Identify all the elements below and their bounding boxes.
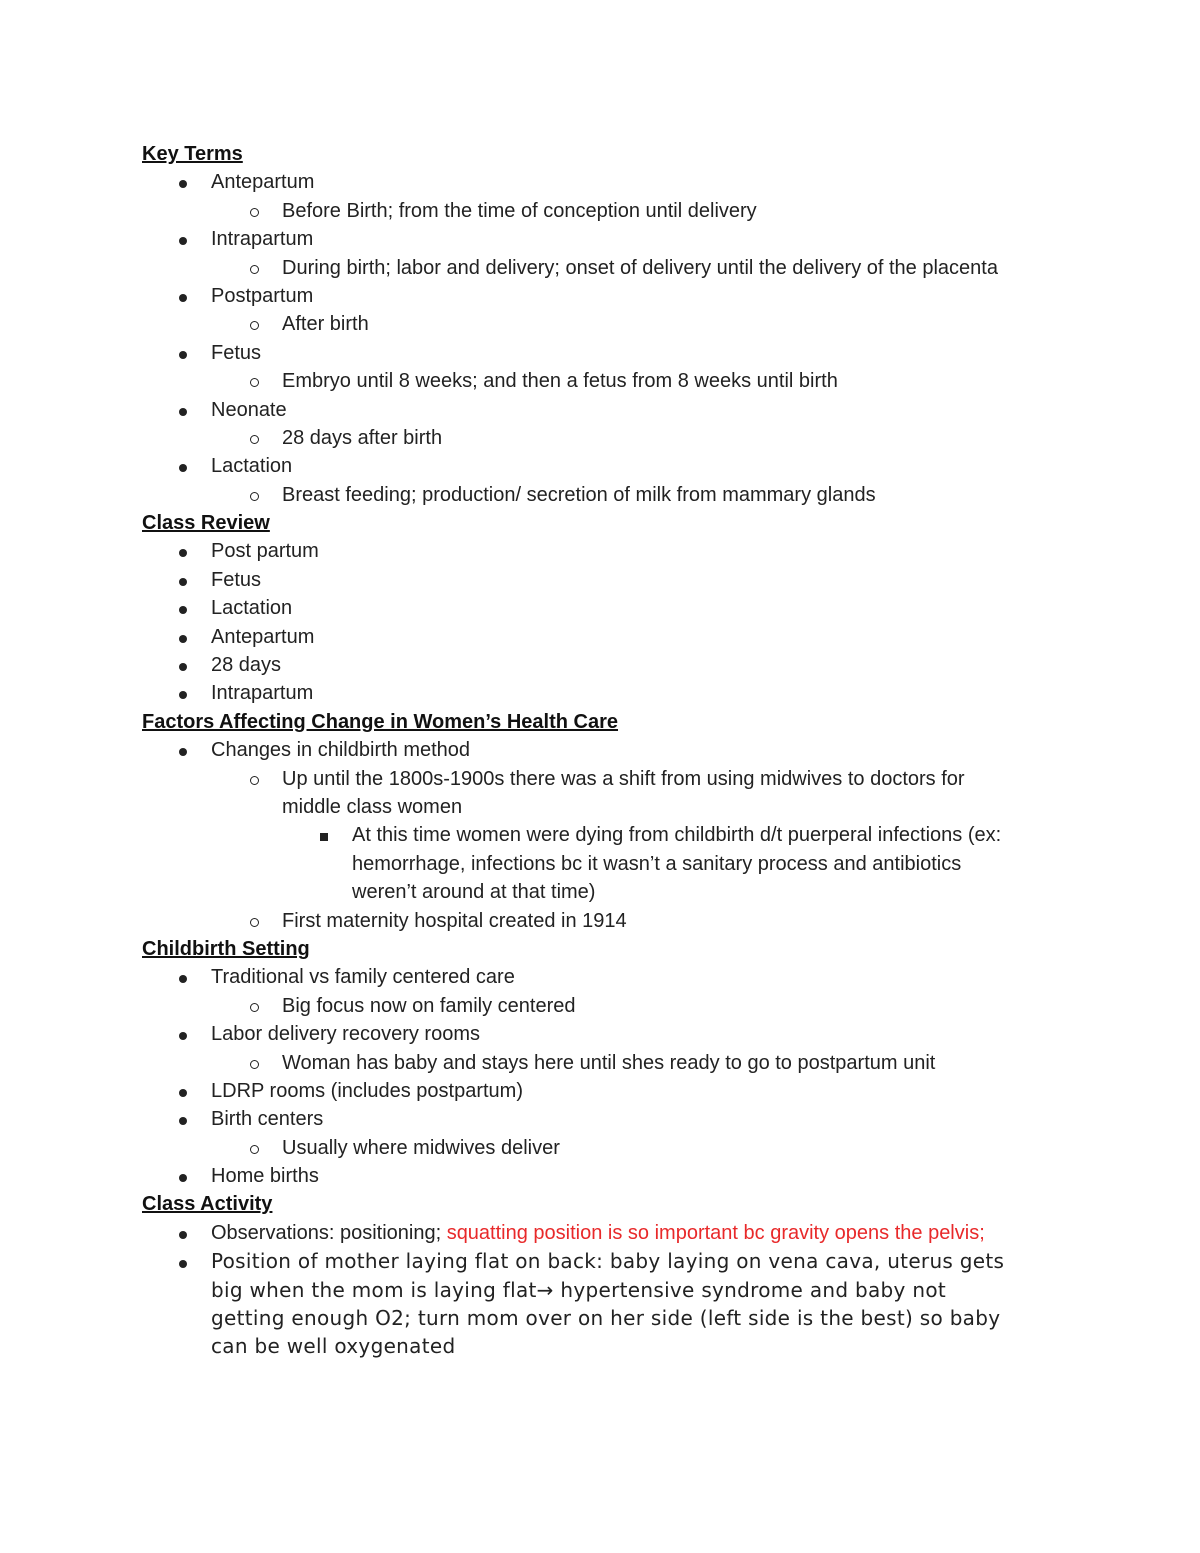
list-item: Lactation (142, 594, 1072, 622)
list-item: Antepartum (142, 623, 1072, 651)
circle-bullet-icon (250, 492, 259, 501)
list-item: Postpartum (142, 282, 1072, 310)
list-item: 28 days (142, 651, 1072, 679)
bullet-icon (179, 748, 187, 756)
list-item: Labor delivery recovery rooms (142, 1020, 1072, 1048)
circle-bullet-icon (250, 208, 259, 217)
list-item: Post partum (142, 537, 1072, 565)
list-item: Fetus (142, 339, 1072, 367)
list-item: Fetus (142, 566, 1072, 594)
list-item: Observations: positioning; squatting position is so important bc gravity opens the pelvis; (142, 1219, 1072, 1247)
list-item: Up until the 1800s-1900s there was a shift from using midwives to doctors for (142, 765, 1072, 793)
list-item: Home births (142, 1162, 1072, 1190)
bullet-icon (179, 606, 187, 614)
circle-bullet-icon (250, 1003, 259, 1012)
list-item: 28 days after birth (142, 424, 1072, 452)
heading-factors: Factors Affecting Change in Women’s Health Care (142, 710, 619, 733)
heading-childbirth-setting: Childbirth Setting (142, 937, 310, 960)
notes-content (142, 140, 1072, 1361)
list-item: Usually where midwives deliver (142, 1134, 1072, 1162)
list-item: At this time women were dying from childbirth d/t puerperal infections (ex: (142, 821, 1072, 849)
list-item: Antepartum (142, 168, 1072, 196)
list-item-continuation: big when the mom is laying flat→ hypertensive syndrome and baby not (211, 1277, 946, 1302)
list-item: Big focus now on family centered (142, 992, 1072, 1020)
heading-key-terms: Key Terms (142, 143, 243, 165)
bullet-icon (179, 237, 187, 245)
list-item: Woman has baby and stays here until shes ready to go to postpartum unit (142, 1049, 1072, 1077)
list-item-continuation: can be well oxygenated (211, 1334, 456, 1359)
circle-bullet-icon (250, 776, 259, 785)
circle-bullet-icon (250, 378, 259, 387)
list-item: Intrapartum (142, 679, 1072, 707)
bullet-icon (179, 975, 187, 983)
list-item: Breast feeding; production/ secretion of milk from mammary glands (142, 481, 1072, 509)
heading-class-activity: Class Activity (142, 1193, 273, 1216)
highlighted-note: squatting position is so important bc gravity opens the pelvis; (446, 1221, 985, 1244)
list-item: First maternity hospital created in 1914 (142, 907, 1072, 935)
circle-bullet-icon (250, 918, 259, 927)
bullet-icon (179, 578, 187, 586)
list-item: Embryo until 8 weeks; and then a fetus from 8 weeks until birth (142, 367, 1072, 395)
list-item: During birth; labor and delivery; onset of delivery until the delivery of the placenta (142, 254, 1072, 282)
bullet-icon (179, 408, 187, 416)
circle-bullet-icon (250, 1060, 259, 1069)
circle-bullet-icon (250, 1145, 259, 1154)
bullet-icon (179, 1089, 187, 1097)
square-bullet-icon (320, 833, 328, 841)
list-item-continuation: middle class women (282, 795, 463, 818)
list-item: Neonate (142, 396, 1072, 424)
list-item-continuation: getting enough O2; turn mom over on her side (left side is the best) so baby (211, 1306, 1001, 1331)
heading-class-review: Class Review (142, 512, 270, 535)
bullet-icon (179, 691, 187, 699)
list-item: Lactation (142, 452, 1072, 480)
list-item: LDRP rooms (includes postpartum) (142, 1077, 1072, 1105)
list-item: Birth centers (142, 1105, 1072, 1133)
list-item-continuation: hemorrhage, infections bc it wasn’t a sanitary process and antibiotics (352, 852, 962, 875)
bullet-icon (179, 1260, 187, 1268)
circle-bullet-icon (250, 265, 259, 274)
bullet-icon (179, 549, 187, 557)
circle-bullet-icon (250, 321, 259, 330)
bullet-icon (179, 180, 187, 188)
bullet-icon (179, 464, 187, 472)
list-item-continuation: weren’t around at that time) (352, 881, 596, 904)
bullet-icon (179, 663, 187, 671)
bullet-icon (179, 351, 187, 359)
list-item: Before Birth; from the time of conception until delivery (142, 197, 1072, 225)
list-item: After birth (142, 310, 1072, 338)
list-item: Intrapartum (142, 225, 1072, 253)
bullet-icon (179, 635, 187, 643)
bullet-icon (179, 1117, 187, 1125)
bullet-icon (179, 1032, 187, 1040)
list-item: Changes in childbirth method (142, 736, 1072, 764)
bullet-icon (179, 294, 187, 302)
bullet-icon (179, 1174, 187, 1182)
list-item: Position of mother laying flat on back: baby laying on vena cava, uterus gets (142, 1247, 1072, 1275)
bullet-icon (179, 1231, 187, 1239)
circle-bullet-icon (250, 435, 259, 444)
list-item: Traditional vs family centered care (142, 963, 1072, 991)
